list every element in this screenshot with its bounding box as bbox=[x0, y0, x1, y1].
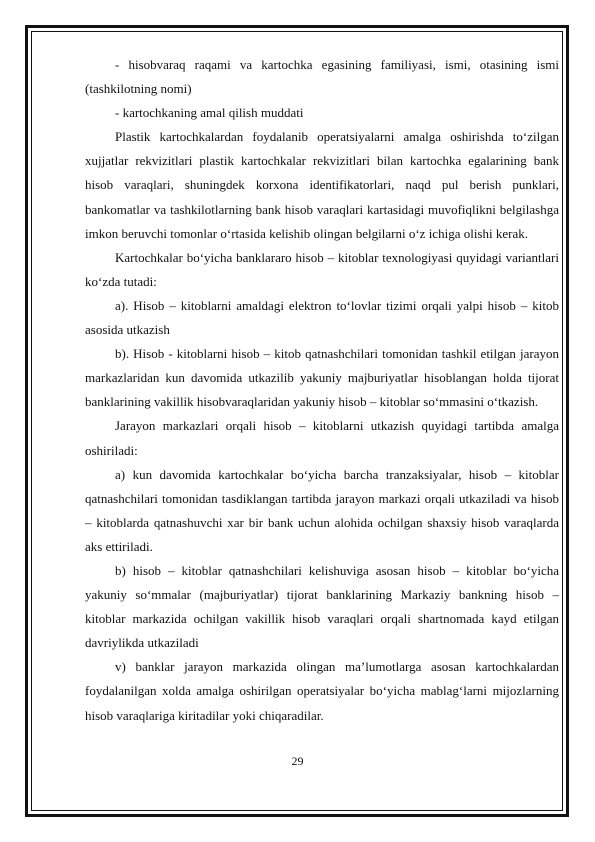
paragraph-plastic-cards: Plastik kartochkalardan foydalanib operatsiyalarni amalga oshirishda to‘zilgan xujjatlar rekvizitlari plastik kartochkalar rekvizitlari bilan kartochka egalarining bank hisob varaqlari, shuningdek korxona identifikatorlari, naqd pul berish punklari, bankomatlar va tashkilotlarning bank hisob varaqlari kartasidagi muvofiqlikni belgilashga imkon beruvchi tomonlar o‘rtasida kelishib olingan belgilarni o‘z ichiga olishi kerak. bbox=[85, 129, 559, 241]
paragraph-card-validity: - kartochkaning amal qilish muddati bbox=[115, 105, 304, 121]
page-number: 29 bbox=[291, 754, 304, 768]
document-body bbox=[85, 53, 559, 728]
paragraph-step-v: v) banklar jarayon markazida olingan ma’lumotlarga asosan kartochkalardan foydalanilgan xolda amalga oshirilgan operatsiyalar bo‘yicha mablag‘larni mijozlarning hisob varaqlariga kiritadilar yoki chiqaradilar. bbox=[85, 659, 559, 723]
paragraph-step-a: a) kun davomida kartochkalar bo‘yicha barcha tranzaksiyalar, hisob – kitoblar qatnashchilari tomonidan tasdiklangan tartibda jarayon markazi orqali utkaziladi va hisob – kitoblarda qatnashuvchi xar bir bank uchun alohida ochilgan shaxsiy hisob varaqlarda aks ettiriladi. bbox=[85, 466, 559, 554]
paragraph-variant-b: b). Hisob - kitoblarni hisob – kitob qatnashchilari tomonidan tashkil etilgan jarayon markazlaridan kun davomida utkazilib yakuniy majburiyatlar hisoblangan holda tijorat banklarining vakillik hisobvaraqlaridan yakuniy hisob – kitoblar so‘mmasini o‘tkazish. bbox=[85, 346, 559, 410]
paragraph-interbank-variants: Kartochkalar bo‘yicha banklararo hisob – kitoblar texnologiyasi quyidagi variantlari ko‘zda tutadi: bbox=[85, 249, 559, 289]
paragraph-account-number: - hisobvaraq raqami va kartochka egasining familiyasi, ismi, otasining ismi (tashkilotning nomi) bbox=[85, 57, 559, 97]
paragraph-variant-a: a). Hisob – kitoblarni amaldagi elektron to‘lovlar tizimi orqali yalpi hisob – kitob asosida utkazish bbox=[85, 297, 559, 338]
paragraph-step-b: b) hisob – kitoblar qatnashchilari kelishuviga asosan hisob – kitoblar bo‘yicha yakuniy so‘mmalar (majburiyatlar) tijorat banklarining Markaziy bankning hisob – kitoblar markazida ochilgan vakillik hisob varaqlari orqali shartnomada kayd etilgan davriylikda utkaziladi bbox=[85, 562, 559, 651]
paragraph-process-centers: Jarayon markazlari orqali hisob – kitoblarni utkazish quyidagi tartibda amalga oshiriladi: bbox=[85, 418, 559, 458]
